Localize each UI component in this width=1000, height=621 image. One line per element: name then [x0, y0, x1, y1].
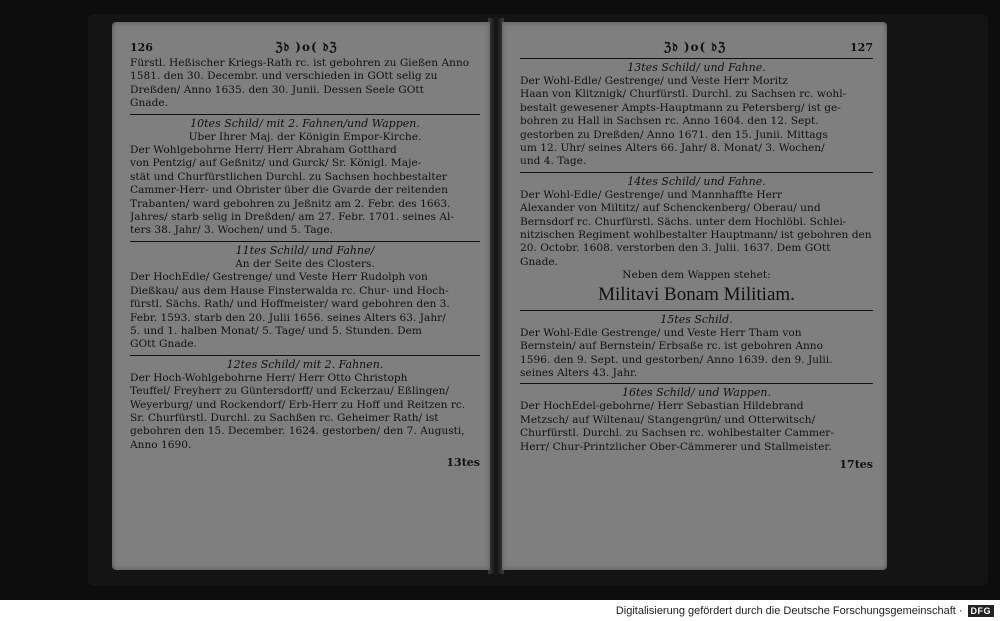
- header-ornament: ℨ𝔡 )o( 𝔡ℨ: [275, 40, 338, 54]
- left-page-content: [130, 40, 480, 469]
- section-subtitle: An der Seite des Closters.: [235, 257, 375, 270]
- section-title: 11tes Schild/ und Fahne/: [130, 241, 480, 258]
- text-line: Dreßden/ Anno 1635. den 30. Junii. Dessen Seele GOtt: [130, 83, 424, 96]
- text-line: fürstl. Sächs. Rath/ und Hoffmeister/ ward gebohren den 3.: [130, 298, 450, 311]
- text-line: Fürstl. Heßischer Kriegs-Rath rc. ist gebohren zu Gießen Anno: [130, 57, 470, 69]
- left-page-header: [130, 40, 480, 55]
- text-line: 20. Octobr. 1608. verstorben den 3. Julii. 1637. Dem GOtt: [520, 242, 831, 255]
- text-line: Herr/ Chur-Printzlicher Ober-Cämmerer und Stallmeister.: [520, 440, 832, 453]
- section-title: 12tes Schild/ mit 2. Fahnen.: [130, 355, 480, 372]
- text-line: Bernsdorf rc. Churfürstl. Sächs. unter dem Hochlöbl. Schlei-: [520, 215, 847, 228]
- text-line: Gnade.: [130, 97, 169, 110]
- text-line: ters 38. Jahr/ 3. Wochen/ und 5. Tage.: [130, 224, 334, 237]
- section-title: 16tes Schild/ und Wappen.: [520, 383, 873, 400]
- catchword: 13tes: [446, 456, 480, 470]
- text-line: Dießkau/ aus dem Hause Finsterwalda rc. Chur- und Hoch-: [130, 284, 449, 297]
- page-number: 127: [850, 41, 873, 54]
- footer-credit: Digitalisierung gefördert durch die Deutsche Forschungsgemeinschaft: [615, 604, 956, 617]
- text-line: bestalt gewesener Ampts-Hauptmann zu Petersberg/ ist ge-: [520, 101, 841, 114]
- section-title: 10tes Schild/ mit 2. Fahnen/und Wappen.: [130, 114, 480, 131]
- entry-section: [130, 241, 480, 352]
- right-page-header: [520, 40, 873, 55]
- text-line: gebohren den 15. December. 1624. gestorben/ den 7. Augusti,: [130, 425, 465, 438]
- right-page: [502, 22, 887, 570]
- text-line: gestorben zu Dreßden/ Anno 1671. den 15. Junii. Mittags: [520, 128, 828, 141]
- header-ornament: ℨ𝔡 )o( 𝔡ℨ: [663, 40, 727, 54]
- text-line: stät und Churfürstlichen Durchl. zu Sachsen hochbestalter: [130, 170, 447, 183]
- dfg-logo-icon: DFG: [968, 605, 995, 617]
- text-line: seines Alters 43. Jahr.: [520, 366, 638, 379]
- text-line: Der Wohl-Edle/ Gestrenge/ und Mannhaffte Herr: [520, 188, 783, 201]
- text-line: und 4. Tage.: [520, 155, 587, 168]
- text-line: GOtt Gnade.: [130, 338, 198, 351]
- text-line: Febr. 1593. starb den 20. Julii 1656. seines Alters 63. Jahr/: [130, 311, 446, 324]
- text-line: Jahres/ starb selig in Dreßden/ am 27. Febr. 1701. seines Al-: [130, 211, 454, 224]
- section-title: 14tes Schild/ und Fahne.: [520, 172, 873, 189]
- text-line: Der Wohlgebohrne Herr/ Herr Abraham Gotthard: [130, 144, 397, 157]
- entry-section: [130, 355, 480, 452]
- footer-bar: Digitalisierung gefördert durch die Deutsche Forschungsgemeinschaft · DFG: [0, 600, 1000, 621]
- section-title: 13tes Schild/ und Fahne.: [520, 58, 873, 75]
- text-line: Gnade.: [520, 255, 559, 268]
- text-line: Der Hoch-Wohlgebohrne Herr/ Herr Otto Christoph: [130, 371, 408, 384]
- text-line: 1596. den 9. Sept. und gestorben/ Anno 1639. den 9. Julii.: [520, 353, 833, 366]
- entry-section: [520, 310, 873, 381]
- text-line: Trabanten/ ward gebohren zu Jeßnitz am 2. Febr. des 1663.: [130, 197, 451, 210]
- entry-section: [520, 383, 873, 454]
- section-title: 15tes Schild.: [520, 310, 873, 327]
- intro-text: [130, 57, 480, 111]
- text-line: 5. und 1. halben Monat/ 5. Tage/ und 5. Stunden. Dem: [130, 324, 422, 337]
- text-line: bohren zu Hall in Sachsen rc. Anno 1604. den 12. Sept.: [520, 115, 819, 128]
- text-line: von Pentzig/ auf Geßnitz/ und Gurck/ Sr. Königl. Maje-: [130, 157, 422, 170]
- entry-section: [520, 58, 873, 169]
- text-line: nitzischen Regiment wohlbestalter Hauptmann/ ist gebohren den: [520, 229, 872, 242]
- text-line: Churfürstl. Durchl. zu Sachsen rc. wohlbestalter Cammer-: [520, 427, 834, 440]
- text-line: Der HochEdel-gebohrne/ Herr Sebastian Hildebrand: [520, 400, 804, 413]
- text-line: Der Wohl-Edle/ Gestrenge/ und Veste Herr Moritz: [520, 75, 788, 87]
- text-line: Anno 1690.: [130, 438, 192, 451]
- entry-section: [520, 172, 873, 307]
- motto: Militavi Bonam Militiam.: [598, 283, 795, 305]
- text-line: Der Wohl-Edle Gestrenge/ und Veste Herr Tham von: [520, 326, 802, 339]
- catchword: 17tes: [839, 457, 873, 471]
- motto-intro: Neben dem Wappen stehet:: [622, 269, 771, 282]
- text-line: Weyerburg/ und Rockendorf/ Erb-Herr zu Hoff und Reitzen rc.: [130, 398, 466, 411]
- text-line: um 12. Uhr/ seines Alters 66. Jahr/ 8. Monat/ 3. Wochen/: [520, 142, 825, 155]
- section-subtitle: Uber Ihrer Maj. der Königin Empor-Kirche.: [188, 130, 422, 143]
- text-line: Bernstein/ auf Bernstein/ Erbsaße rc. ist gebohren Anno: [520, 340, 823, 353]
- right-entries: [520, 58, 873, 454]
- entry-section: [130, 114, 480, 238]
- text-line: Cammer-Herr- und Obrister über die Gvarde der reitenden: [130, 184, 448, 197]
- text-line: Alexander von Miltitz/ auf Schenckenberg/ Oberau/ und: [520, 202, 821, 215]
- text-line: Sr. Churfürstl. Durchl. zu Sachßen rc. Geheimer Rath/ ist: [130, 411, 439, 424]
- left-entries: [130, 114, 480, 453]
- text-line: Haan von Klitznigk/ Churfürstl. Durchl. zu Sachsen rc. wohl-: [520, 88, 847, 101]
- text-line: Teuffel/ Freyherr zu Güntersdorff/ und Eckerzau/ Eßlingen/: [130, 385, 450, 398]
- text-line: Metzsch/ auf Wiltenau/ Stangengrün/ und Otterwitsch/: [520, 413, 816, 426]
- text-line: Der HochEdle/ Gestrenge/ und Veste Herr Rudolph von: [130, 271, 428, 284]
- text-line: 1581. den 30. Decembr. und verschieden in GOtt selig zu: [130, 70, 438, 83]
- right-page-content: [520, 40, 873, 471]
- page-number: 126: [130, 41, 153, 54]
- left-page: [112, 22, 490, 570]
